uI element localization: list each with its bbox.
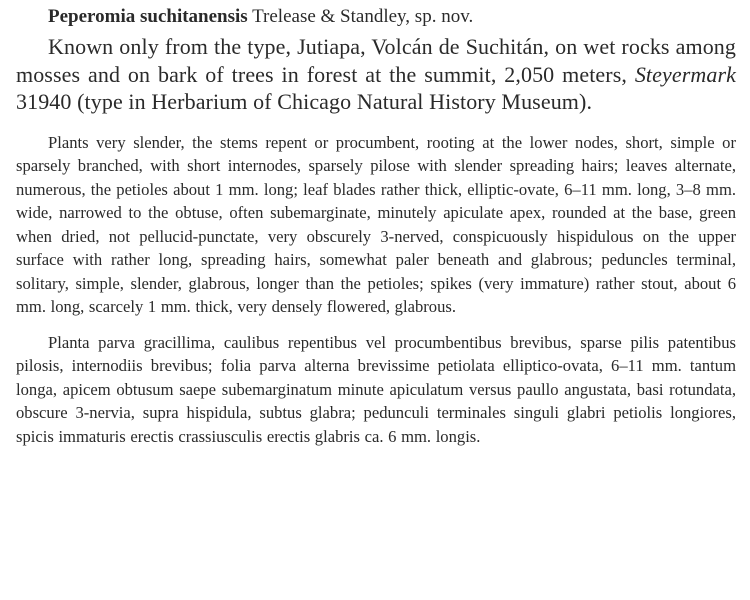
species-heading: [48, 4, 736, 30]
locality-text: Known only from the type, Jutiapa, Volcán de Suchitán, on wet rocks among mosses and on bark of trees in forest at the summit, 2,050 meters,: [16, 34, 736, 87]
species-name: Peperomia suchitanensis: [48, 6, 248, 27]
type-locality-paragraph: [16, 33, 736, 116]
locality-specimen-text: 31940 (type in Herbarium of Chicago Natural History Museum).: [16, 89, 593, 114]
english-description: Plants very slender, the stems repent or procumbent, rooting at the lower nodes, short, simple or sparsely branched, with short internodes, sparsely pilose with slender spreading hairs; leaves alternate, numerous, the petioles about 1 mm. long; leaf blades rather thick, elliptic-ovate, 6–11 mm. long, 3–8 mm. wide, narrowed to the obtuse, often subemarginate, minutely apiculate apex, rounded at the base, green when dried, not pellucid-punctate, very obscurely 3-nerved, conspicuously hispidulous on the upper surface with rather long, spreading hairs, somewhat paler beneath and glabrous; peduncles terminal, solitary, simple, slender, glabrous, longer than the petioles; spikes (very immature) rather stout, about 6 mm. long, scarcely 1 mm. thick, very densely flowered, glabrous.: [16, 132, 736, 316]
collector-name: Steyermark: [634, 61, 736, 87]
latin-description: Planta parva gracillima, caulibus repentibus vel procumbentibus brevibus, sparse pilis patentibus pilosis, internodiis brevibus; folia parva alterna brevissime petiolata elliptico-ovata, 6–11 mm. tantum longa, apicem obtusum saepe subemarginatum minute apiculatum versus paullo angustata, basi rotundata, obscure 3-nervia, supra hispidula, subtus glabra; pedunculi terminales singuli glabri petiolis longiores, spicis immaturis erectis crassiusculis erectis glabris ca. 6 mm. longis.: [16, 332, 736, 446]
species-authority: Trelease & Standley, sp. nov.: [247, 6, 474, 27]
